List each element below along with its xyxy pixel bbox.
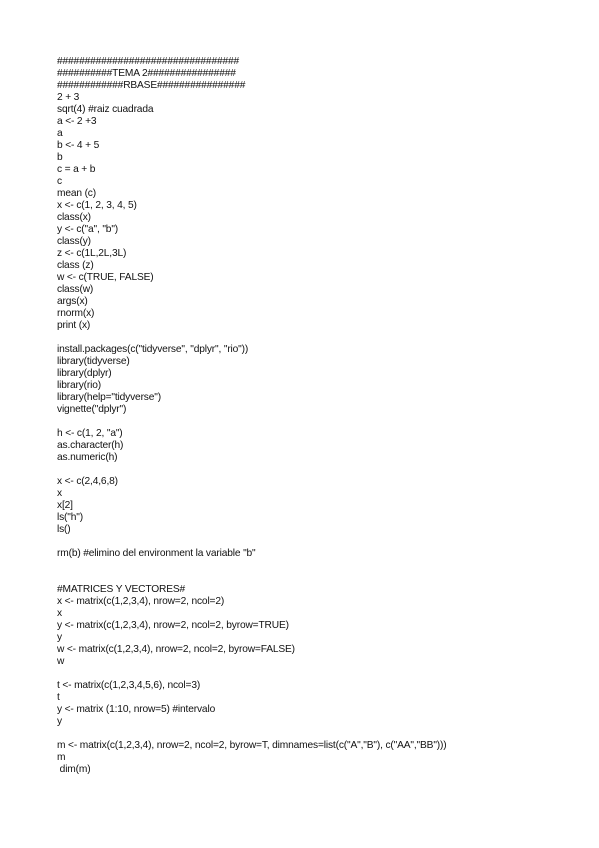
code-line: dim(m) xyxy=(57,764,91,775)
code-line: print (x) xyxy=(57,320,91,331)
code-line: w <- c(TRUE, FALSE) xyxy=(57,272,154,283)
code-line: y xyxy=(57,716,62,727)
code-line: c xyxy=(57,176,62,187)
code-line: b <- 4 + 5 xyxy=(57,140,100,151)
code-line: x <- c(2,4,6,8) xyxy=(57,476,118,487)
code-line: w xyxy=(57,656,65,667)
code-line: y <- matrix (1:10, nrow=5) #intervalo xyxy=(57,704,216,715)
code-line: t xyxy=(57,692,60,703)
code-line: class(x) xyxy=(57,212,91,223)
code-line: #MATRICES Y VECTORES# xyxy=(57,584,186,595)
code-line: vignette("dplyr") xyxy=(57,404,127,415)
code-line: library(rio) xyxy=(57,380,102,391)
code-line: ################################# xyxy=(57,56,240,67)
code-line: library(help="tidyverse") xyxy=(57,392,161,403)
code-line: install.packages(c("tidyverse", "dplyr", "rio")) xyxy=(57,344,249,355)
blank-line xyxy=(57,560,587,572)
code-line: y <- matrix(c(1,2,3,4), nrow=2, ncol=2, byrow=TRUE) xyxy=(57,620,289,631)
code-line: y <- c("a", "b") xyxy=(57,224,119,235)
code-line: x[2] xyxy=(57,500,73,511)
code-line: rm(b) #elimino del environment la variable "b" xyxy=(57,548,256,559)
code-line: sqrt(4) #raiz cuadrada xyxy=(57,104,154,115)
code-block xyxy=(57,56,587,776)
code-line: w <- matrix(c(1,2,3,4), nrow=2, ncol=2, byrow=FALSE) xyxy=(57,644,295,655)
blank-line xyxy=(57,668,587,680)
code-line: ls() xyxy=(57,524,71,535)
code-line: z <- c(1L,2L,3L) xyxy=(57,248,127,259)
code-line: c = a + b xyxy=(57,164,96,175)
code-line: class(w) xyxy=(57,284,94,295)
blank-line xyxy=(57,332,587,344)
code-line: x xyxy=(57,608,62,619)
code-line: class(y) xyxy=(57,236,91,247)
code-line: library(tidyverse) xyxy=(57,356,130,367)
code-line: m <- matrix(c(1,2,3,4), nrow=2, ncol=2, byrow=T, dimnames=list(c("A","B"), c("AA","BB"))) xyxy=(57,740,447,751)
code-line: h <- c(1, 2, "a") xyxy=(57,428,123,439)
code-line: x <- matrix(c(1,2,3,4), nrow=2, ncol=2) xyxy=(57,596,225,607)
code-line: x <- c(1, 2, 3, 4, 5) xyxy=(57,200,137,211)
code-line: ##########TEMA 2################ xyxy=(57,68,236,79)
code-line: y xyxy=(57,632,62,643)
code-line: rnorm(x) xyxy=(57,308,95,319)
code-line: class (z) xyxy=(57,260,94,271)
code-line: x xyxy=(57,488,62,499)
code-line: as.numeric(h) xyxy=(57,452,118,463)
code-line: 2 + 3 xyxy=(57,92,80,103)
code-line: a xyxy=(57,128,63,139)
blank-line xyxy=(57,536,587,548)
code-line: args(x) xyxy=(57,296,88,307)
blank-line xyxy=(57,728,587,740)
code-line: m xyxy=(57,752,66,763)
code-line: ls("h") xyxy=(57,512,83,523)
blank-line xyxy=(57,464,587,476)
code-line: b xyxy=(57,152,63,163)
code-line: a <- 2 +3 xyxy=(57,116,97,127)
code-line: t <- matrix(c(1,2,3,4,5,6), ncol=3) xyxy=(57,680,201,691)
code-line: library(dplyr) xyxy=(57,368,112,379)
blank-line xyxy=(57,416,587,428)
blank-line xyxy=(57,572,587,584)
code-line: mean (c) xyxy=(57,188,96,199)
code-line: ############RBASE################ xyxy=(57,80,246,91)
code-line: as.character(h) xyxy=(57,440,124,451)
